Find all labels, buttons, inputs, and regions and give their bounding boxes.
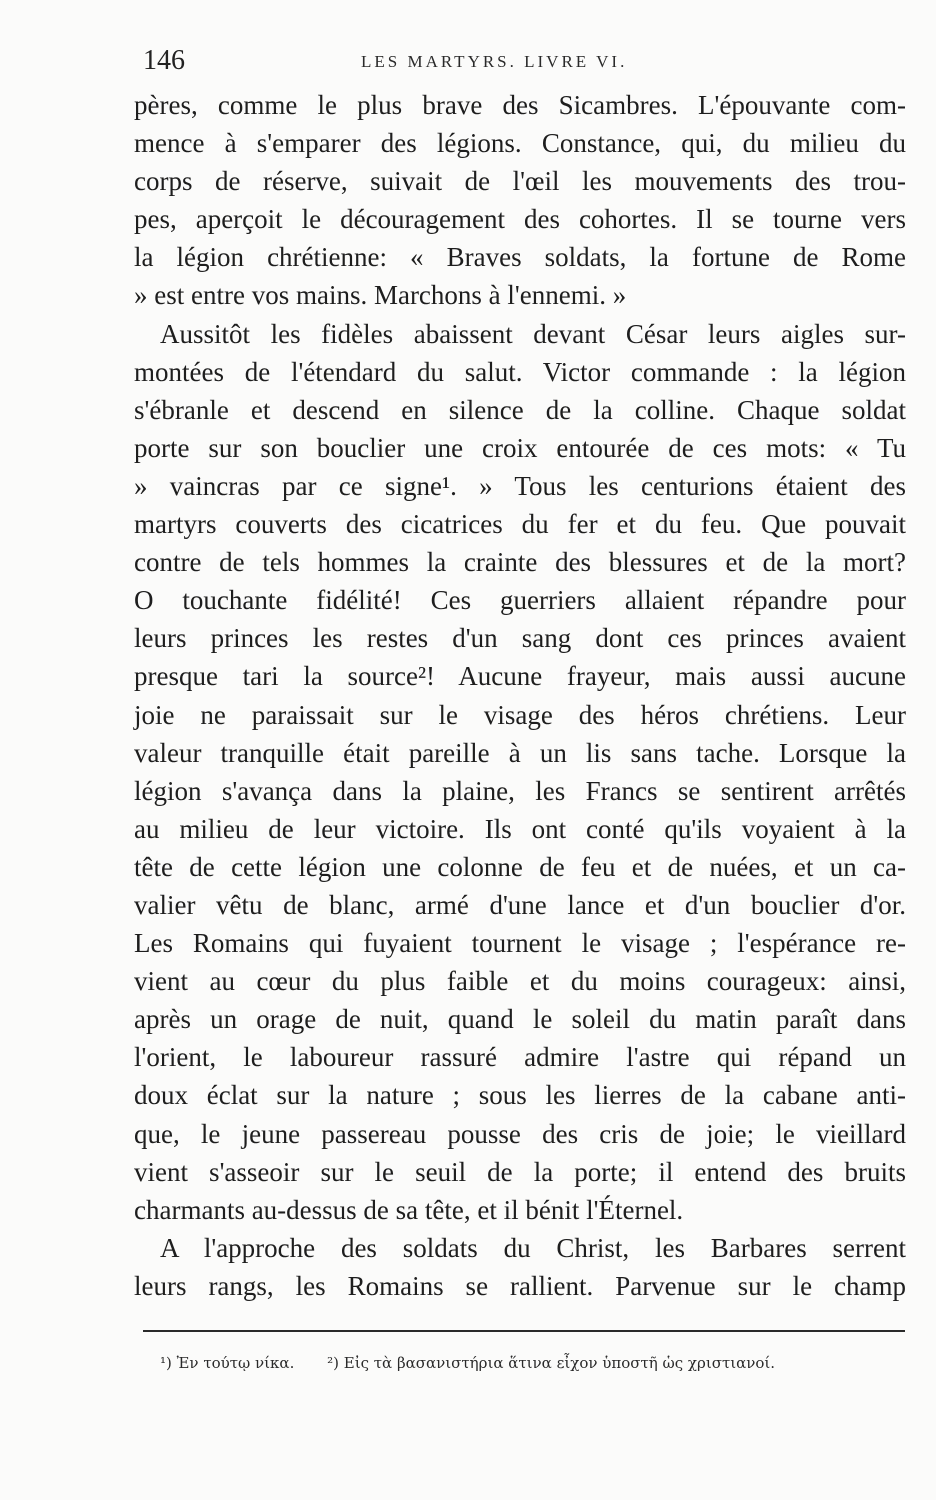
text-line: tête de cette légion une colonne de feu et de nuées, et un ca- [134,851,906,882]
text-line: » vaincras par ce signe¹. » Tous les centurions étaient des [134,470,906,501]
text-line: l'orient, le laboureur rassuré admire l'astre qui répand un [134,1042,906,1073]
text-line: pères, comme le plus brave des Sicambres. L'épouvante com- [134,90,906,120]
text-line: après un orage de nuit, quand le soleil du matin paraît dans [134,1004,906,1035]
text-line: presque tari la source²! Aucune frayeur, mais aussi aucune [134,661,906,692]
text-line: A l'approche des soldats du Christ, les Barbares serrent [160,1232,906,1263]
text-line: O touchante fidélité! Ces guerriers allaient répandre pour [134,585,906,616]
text-line: porte sur son bouclier une croix entourée de ces mots: « Tu [134,432,906,463]
running-title: LES MARTYRS. LIVRE VI. [361,52,628,71]
text-line: légion s'avança dans la plaine, les Francs se sentirent arrêtés [134,775,906,806]
text-line: corps de réserve, suivait de l'œil les mouvements des trou- [134,166,906,197]
page-number: 146 [143,45,185,76]
text-line: montées de l'étendard du salut. Victor commande : la légion [134,356,906,387]
footnotes [160,1352,900,1374]
text-line: » est entre vos mains. Marchons à l'ennemi. » [134,280,627,311]
text-line: leurs rangs, les Romains se rallient. Parvenue sur le champ [134,1270,906,1301]
footnote-divider [143,1330,905,1332]
text-line: la légion chrétienne: « Braves soldats, la fortune de Rome [134,242,906,273]
text-line: mence à s'emparer des légions. Constance, qui, du milieu du [134,128,906,159]
footnote-2: ²) Εἰς τὰ βασανιστήρια ἅτινα εἶχον ὑποστῆ ὡς χριστιανοί. [327,1354,776,1372]
text-line: charmants au-dessus de sa tête, et il bénit l'Éternel. [134,1194,684,1225]
text-line: valier vêtu de blanc, armé d'une lance et d'un bouclier d'or. [134,889,906,920]
text-line: joie ne paraissait sur le visage des héros chrétiens. Leur [134,699,906,730]
text-line: doux éclat sur la nature ; sous les lierres de la cabane anti- [134,1080,906,1111]
footnote-1: ¹) Ἐν τούτῳ νίκα. [160,1354,295,1372]
text-line: Les Romains qui fuyaient tournent le visage ; l'espérance re- [134,928,906,959]
text-line: vient au cœur du plus faible et du moins courageux: ainsi, [134,966,906,997]
text-line: s'ébranle et descend en silence de la colline. Chaque soldat [134,394,906,425]
text-line: Aussitôt les fidèles abaissent devant César leurs aigles sur- [160,318,906,349]
text-line: martyrs couverts des cicatrices du fer et du feu. Que pouvait [134,509,906,540]
text-line: valeur tranquille était pareille à un lis sans tache. Lorsque la [134,737,906,768]
text-line: leurs princes les restes d'un sang dont ces princes avaient [134,623,906,654]
text-line: pes, aperçoit le découragement des cohortes. Il se tourne vers [134,204,906,235]
text-line: contre de tels hommes la crainte des blessures et de la mort? [134,547,906,578]
text-line: au milieu de leur victoire. Ils ont conté qu'ils voyaient à la [134,813,906,844]
text-line: vient s'asseoir sur le seuil de la porte; il entend des bruits [134,1156,906,1187]
page-header [143,44,903,78]
body-text [134,86,906,1305]
text-line: que, le jeune passereau pousse des cris de joie; le vieillard [134,1118,906,1149]
